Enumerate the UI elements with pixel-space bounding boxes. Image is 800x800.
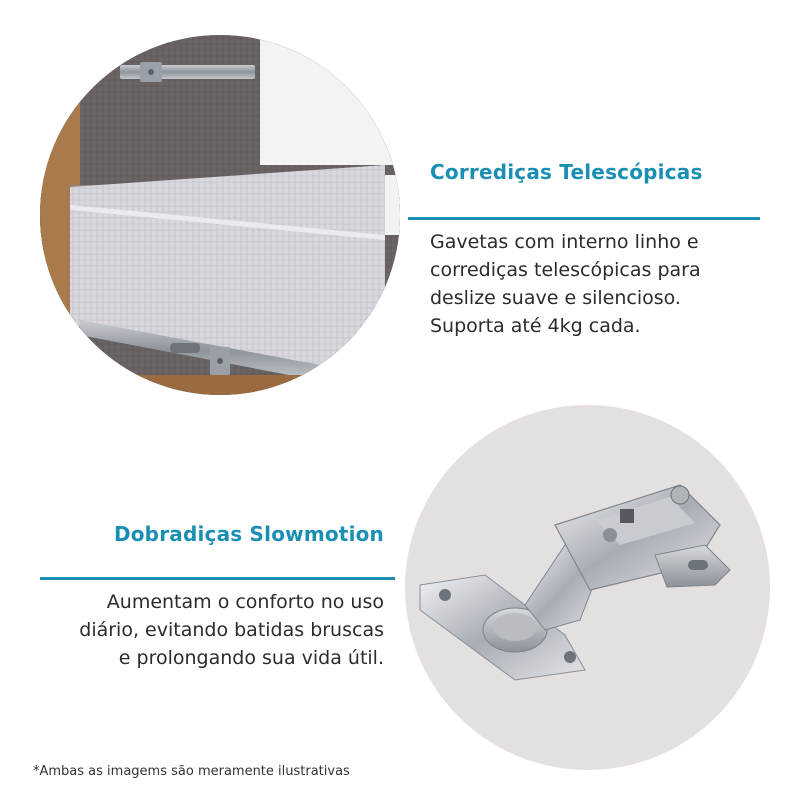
description-line: diário, evitando batidas bruscas bbox=[79, 619, 384, 641]
hinge-photo bbox=[405, 405, 770, 770]
drawer-slide-photo bbox=[40, 35, 400, 395]
description-line: Suporta até 4kg cada. bbox=[430, 315, 641, 337]
description-line: corrediças telescópicas para bbox=[430, 259, 701, 281]
feature-title-slides: Corrediças Telescópicas bbox=[430, 160, 703, 184]
divider-slides bbox=[408, 217, 760, 220]
description-line: e prolongando sua vida útil. bbox=[118, 647, 384, 669]
divider-hinges bbox=[40, 577, 395, 580]
feature-description-hinges bbox=[79, 588, 384, 672]
drawer-slide-illustration bbox=[40, 35, 400, 395]
feature-title-hinges: Dobradiças Slowmotion bbox=[113, 522, 384, 546]
description-line: deslize suave e silencioso. bbox=[430, 287, 681, 309]
footnote: *Ambas as imagems são meramente ilustrativas bbox=[33, 764, 350, 779]
description-line: Gavetas com interno linho e bbox=[430, 231, 699, 253]
description-line: Aumentam o conforto no uso bbox=[106, 591, 384, 613]
feature-description-slides bbox=[430, 228, 701, 340]
hinge-illustration bbox=[405, 405, 770, 770]
